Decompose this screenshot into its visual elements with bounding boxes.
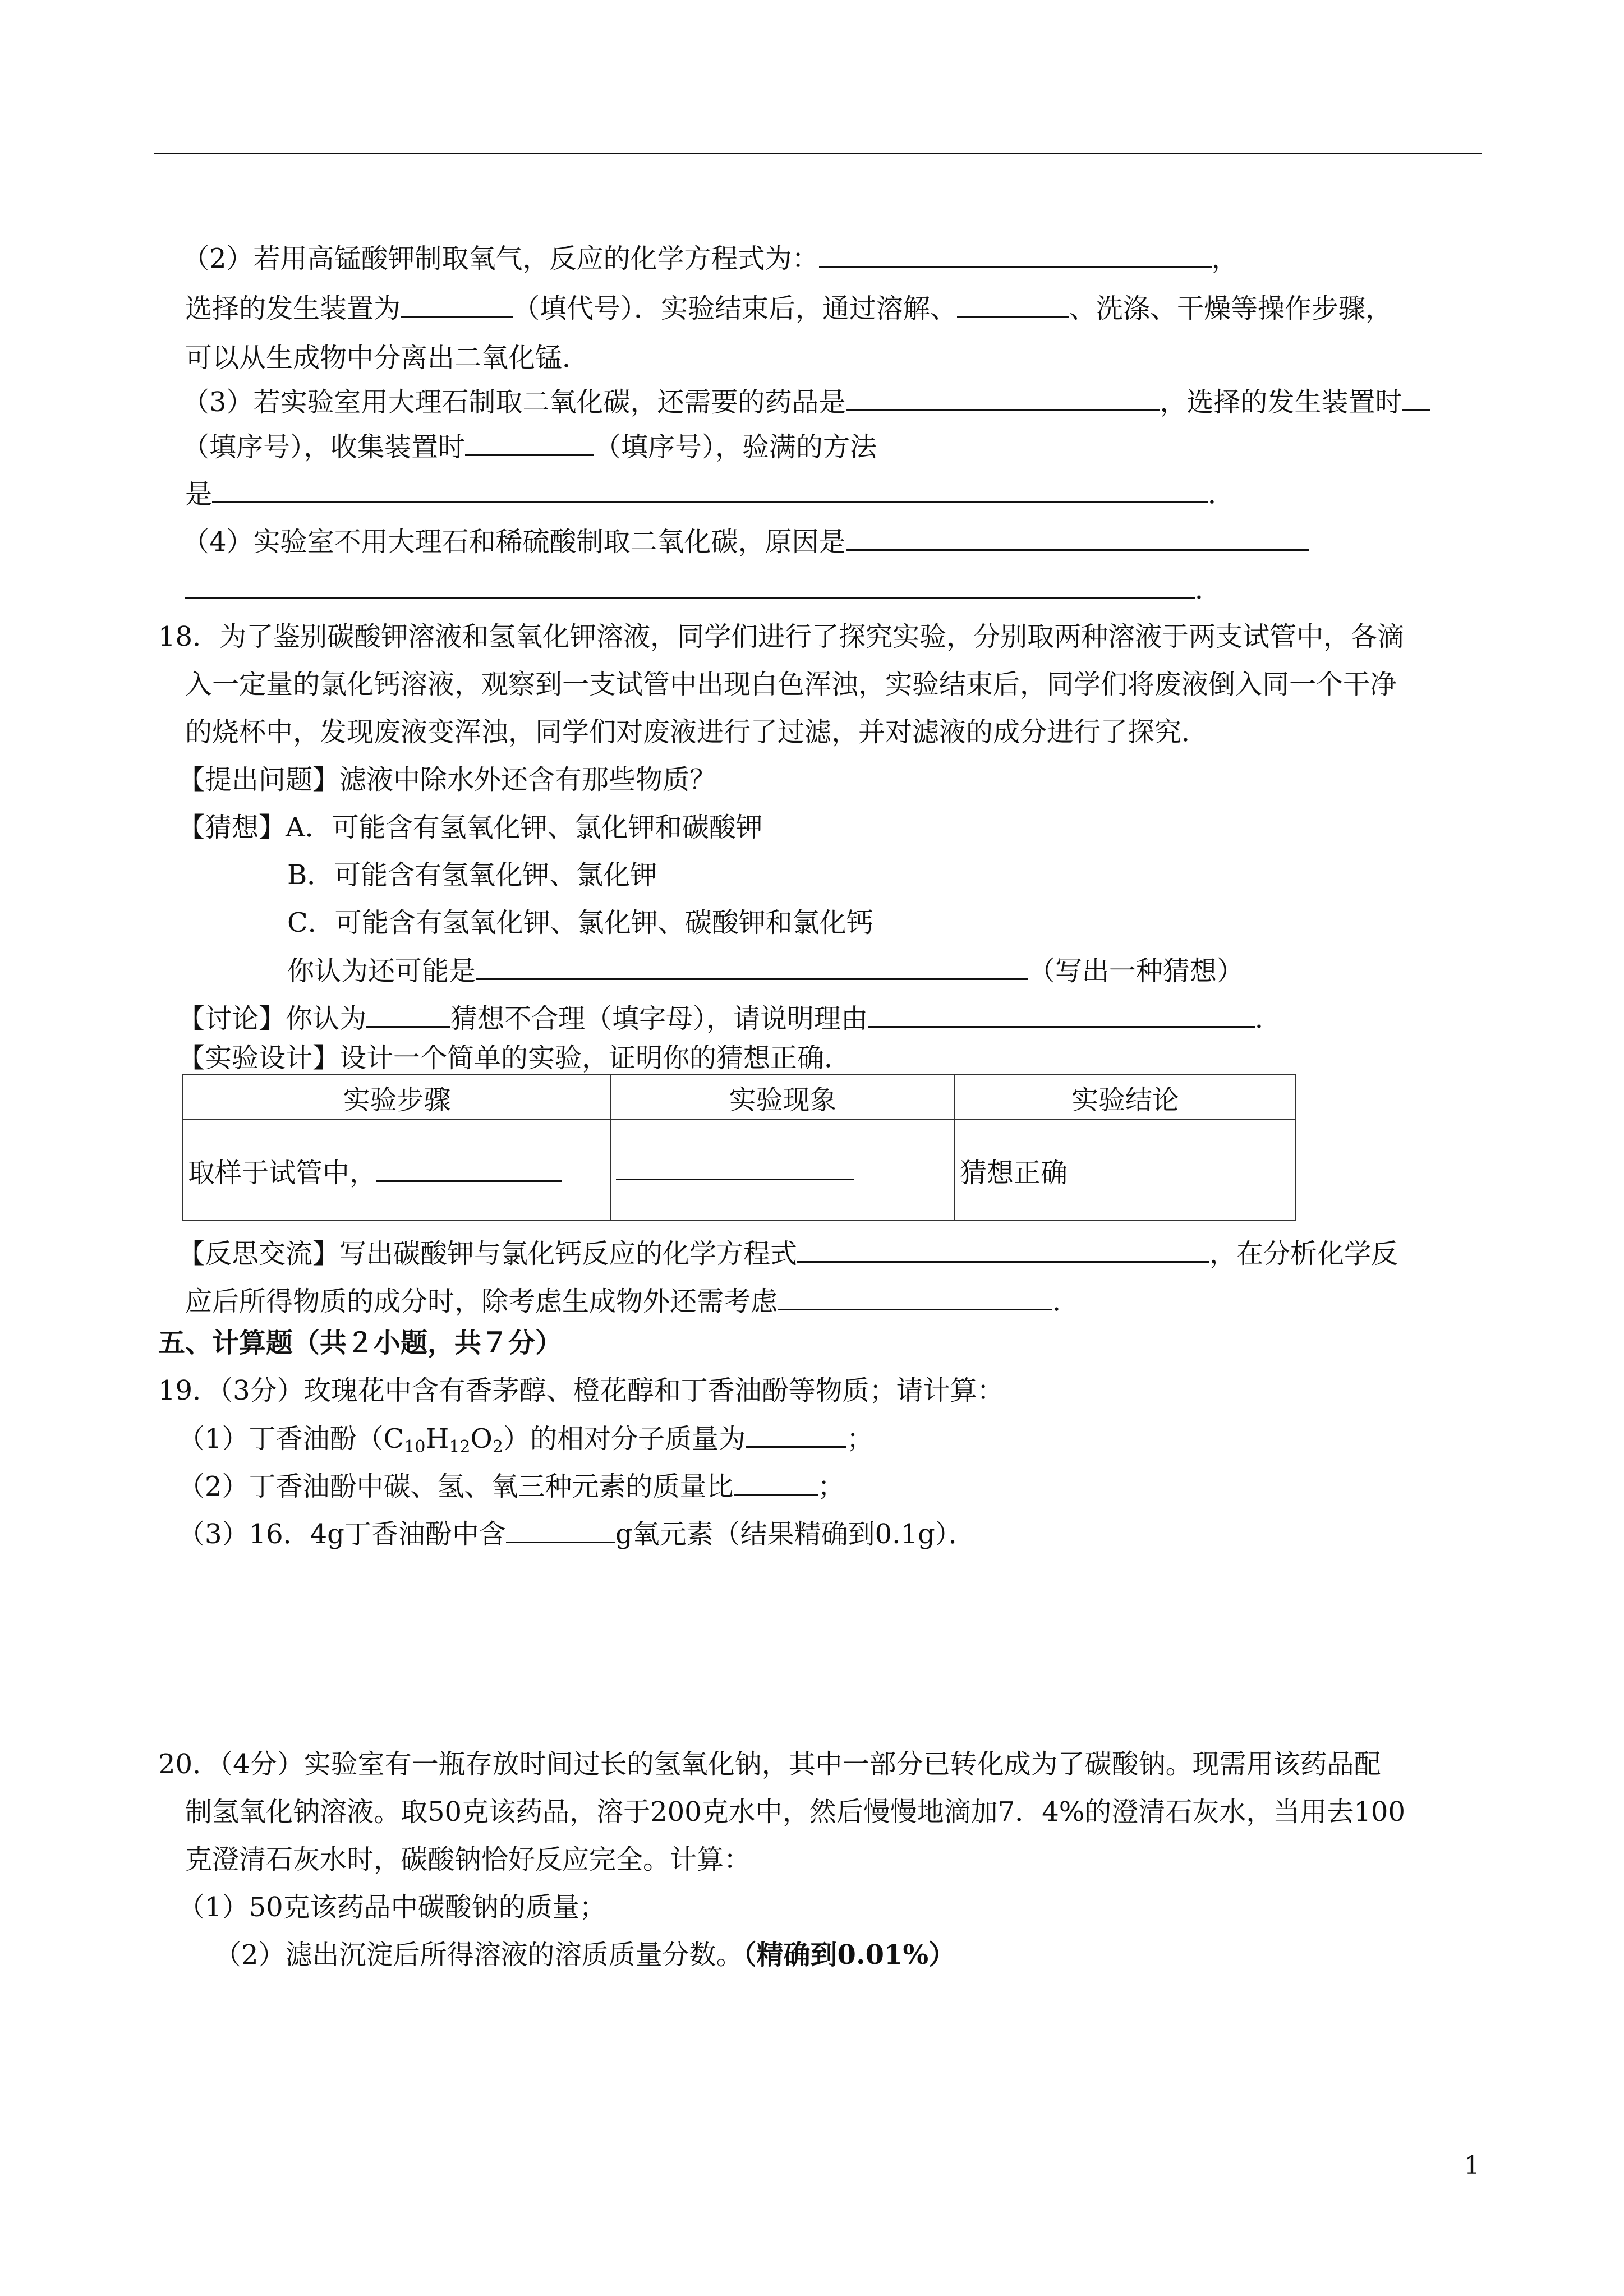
answer-blank[interactable]	[476, 954, 1028, 980]
q19-sub3: （3）16．4g丁香油酚中含 g氧元素（结果精确到0.1g）．	[178, 1517, 976, 1551]
q18-guess-b: B．可能含有氢氧化钾、氯化钾	[287, 859, 657, 891]
answer-blank[interactable]	[212, 477, 1208, 503]
q19-sub1: （1）丁香油酚$(C_{10}H_{12}O_2)$的相对分子质量为 ；	[178, 1421, 873, 1464]
q18-intro-line2: 入一定量的氯化钙溶液，观察到一支试管中出现白色浑浊，实验结束后，同学们将废液倒入同一个干净	[185, 669, 1397, 700]
table-header-cell: 实验现象	[611, 1075, 955, 1120]
q18-guess-c: C．可能含有氢氧化钾、氯化钾、碳酸钾和氯化钙	[287, 907, 873, 938]
answer-blank[interactable]	[957, 291, 1069, 318]
q17-part3-line2: （填序号），收集装置时 （填序号），验满的方法	[182, 430, 877, 464]
q18-reflect-line2: 应后所得物质的成分时，除考虑生成物外还需考虑 ．	[185, 1284, 1079, 1318]
q17-part4-line1: （4）实验室不用大理石和稀硫酸制取二氧化碳，原因是	[182, 524, 1309, 559]
answer-blank[interactable]	[465, 430, 594, 456]
q18-guess-a: 【猜想】A．可能含有氢氧化钾、氯化钾和碳酸钾	[178, 812, 763, 843]
table-header-cell: 实验步骤	[183, 1075, 611, 1120]
answer-blank[interactable]	[746, 1421, 846, 1448]
answer-blank[interactable]	[819, 241, 1212, 268]
q17-part2-line1: （2）若用高锰酸钾制取氧气，反应的化学方程式为： ，	[182, 241, 1239, 275]
answer-blank[interactable]	[846, 385, 1160, 411]
q19-stem: 19．（3分）玫瑰花中含有香茅醇、橙花醇和丁香油酚等物质；请计算：	[158, 1375, 1004, 1406]
answer-blank[interactable]	[376, 1156, 562, 1182]
q18-intro-line1: 18．为了鉴别碳酸钾溶液和氢氧化钾溶液，同学们进行了探究实验，分别取两种溶液于两支试管中，各滴	[158, 621, 1405, 652]
answer-blank[interactable]	[506, 1517, 615, 1543]
table-cell-conclusion: 猜想正确	[955, 1120, 1296, 1221]
q20-line3: 克澄清石灰水时，碳酸钠恰好反应完全。计算：	[185, 1844, 751, 1875]
q17-part3-line3: 是 ．	[185, 477, 1235, 511]
q18-reflect-line1: 【反思交流】写出碳酸钾与氯化钙反应的化学方程式 ，在分析化学反	[178, 1236, 1398, 1271]
answer-blank[interactable]	[185, 572, 1195, 599]
answer-blank[interactable]	[868, 1001, 1255, 1028]
q20-line1: 20．（4分）实验室有一瓶存放时间过长的氢氧化钠，其中一部分已转化成为了碳酸钠。现需用该药品配	[158, 1749, 1381, 1780]
experiment-table	[182, 1074, 1296, 1221]
q20-sub2: （2）滤出沉淀后所得溶液的溶质质量分数。（精确到0.01%）	[214, 1939, 956, 1971]
answer-blank[interactable]	[1402, 385, 1430, 411]
table-header-row	[183, 1075, 1296, 1120]
table-row	[183, 1120, 1296, 1221]
answer-blank[interactable]	[778, 1284, 1052, 1310]
answer-blank[interactable]	[401, 291, 513, 318]
answer-blank[interactable]	[366, 1001, 450, 1028]
q17-part3-line1: （3）若实验室用大理石制取二氧化碳，还需要的药品是 ，选择的发生装置时	[182, 385, 1430, 419]
q20-sub1: （1）50克该药品中碳酸钠的质量；	[178, 1892, 606, 1923]
answer-blank[interactable]	[797, 1236, 1209, 1263]
header-rule	[154, 153, 1482, 154]
q18-design: 【实验设计】设计一个简单的实验，证明你的猜想正确．	[178, 1042, 852, 1074]
q18-intro-line3: 的烧杯中，发现废液变浑浊，同学们对废液进行了过滤，并对滤液的成分进行了探究．	[185, 716, 1209, 748]
q17-part2-line3: 可以从生成物中分离出二氧化锰．	[185, 342, 590, 374]
q20-line2: 制氢氧化钠溶液。取50克该药品，溶于200克水中，然后慢慢地滴加7．4%的澄清石灰水，当用去100	[185, 1796, 1406, 1828]
table-cell-phenomenon	[611, 1120, 955, 1221]
q17-part4-line2: ．	[185, 572, 1222, 606]
answer-blank[interactable]	[734, 1469, 818, 1496]
q18-question: 【提出问题】滤液中除水外还含有那些物质？	[178, 764, 717, 795]
q19-sub2: （2）丁香油酚中碳、氢、氧三种元素的质量比 ；	[178, 1469, 845, 1503]
table-cell-step: 取样于试管中，	[183, 1120, 611, 1221]
page-number: 1	[1464, 2151, 1480, 2180]
q17-part2-line2: 选择的发生装置为 （填代号）．实验结束后，通过溶解、 、洗涤、干燥等操作步骤，	[185, 291, 1392, 325]
table-header-cell: 实验结论	[955, 1075, 1296, 1120]
q18-guess-you: 你认为还可能是 （写出一种猜想）	[287, 954, 1244, 988]
section-heading: 五、计算题（共２小题，共７分）	[158, 1327, 563, 1359]
answer-blank[interactable]	[846, 524, 1309, 551]
q18-discuss: 【讨论】你认为 猜想不合理（填字母），请说明理由 ．	[178, 1001, 1282, 1036]
answer-blank[interactable]	[616, 1154, 854, 1180]
